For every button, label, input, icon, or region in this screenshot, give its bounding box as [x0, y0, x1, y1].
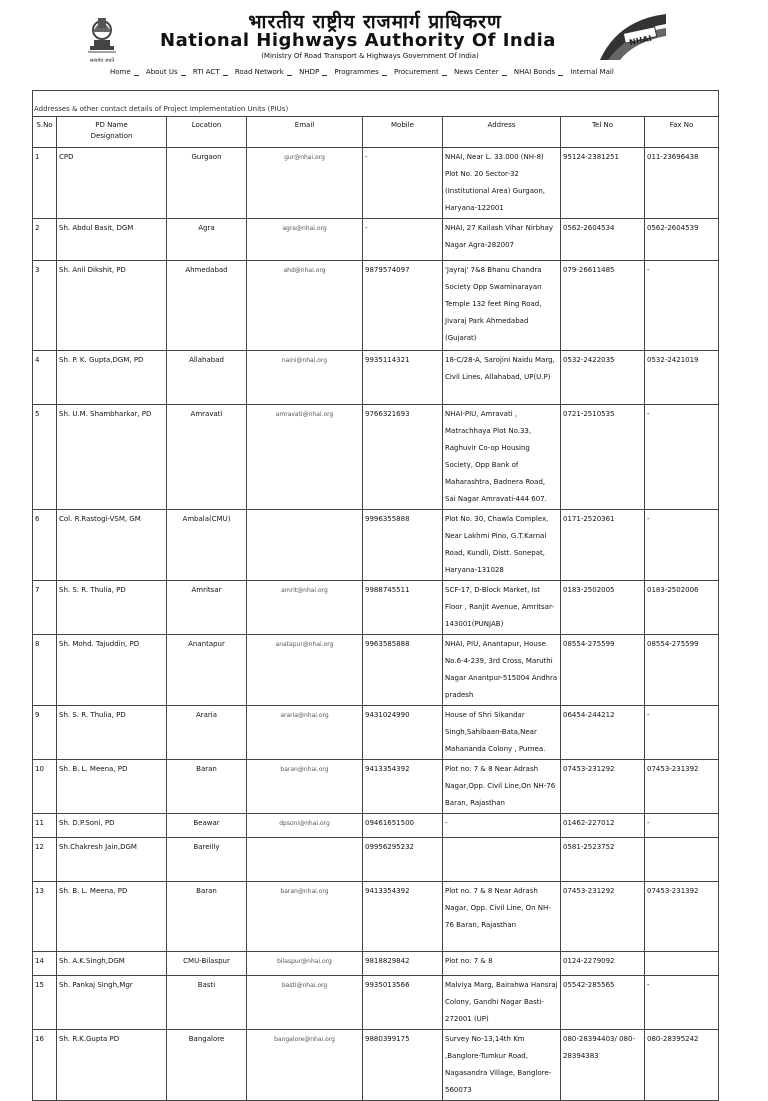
emblem-caption: सत्यमेव जयते — [89, 58, 115, 64]
table-row — [33, 952, 719, 976]
cell-sno: 11 — [33, 814, 57, 838]
cell-email[interactable] — [247, 838, 363, 882]
cell-name: Sh. Abdul Basit, DGM — [57, 219, 167, 261]
cell-email[interactable]: anatapur@nhai.org — [247, 635, 363, 706]
nav-rti-act[interactable]: RTI ACT — [192, 68, 220, 76]
cell-name: CPD — [57, 148, 167, 219]
nhai-logo-icon[interactable] — [598, 10, 668, 66]
table-row — [33, 351, 719, 405]
table-row — [33, 581, 719, 635]
logo-text: NHAI — [628, 33, 653, 48]
cell-mobile: 9413354392 — [363, 882, 443, 952]
table-row — [33, 882, 719, 952]
cell-sno: 15 — [33, 976, 57, 1030]
cell-location: Ahmedabad — [167, 261, 247, 351]
cell-location: Bareilly — [167, 838, 247, 882]
cell-fax: 080-28395242 — [645, 1030, 719, 1101]
cell-sno: 4 — [33, 351, 57, 405]
cell-fax: - — [645, 261, 719, 351]
cell-fax: - — [645, 510, 719, 581]
ministry-subtitle: (Ministry Of Road Transport & Highways Government Of India) — [261, 52, 479, 60]
cell-tel: 95124-2381251 — [561, 148, 645, 219]
cell-mobile: - — [363, 219, 443, 261]
cell-tel: 0171-2520361 — [561, 510, 645, 581]
cell-email[interactable]: ahd@nhai.org — [247, 261, 363, 351]
cell-tel: 06454-244212 — [561, 706, 645, 760]
cell-tel: 0581-2523752 — [561, 838, 645, 882]
nav-home[interactable]: Home — [110, 68, 131, 76]
cell-name: Sh. B. L. Meena, PD — [57, 760, 167, 814]
cell-tel: 0562-2604534 — [561, 219, 645, 261]
table-row — [33, 706, 719, 760]
col-header-tel: Tel No — [561, 117, 645, 148]
cell-name: Sh. A.K.Singh,DGM — [57, 952, 167, 976]
cell-mobile: 9879574097 — [363, 261, 443, 351]
cell-email[interactable]: baran@nhai.org — [247, 760, 363, 814]
cell-mobile: - — [363, 148, 443, 219]
cell-address: Survey No-13,14th Km ,Banglore-Tumkur Road, Nagasandra Village, Banglore-560073 — [443, 1030, 561, 1101]
table-row — [33, 838, 719, 882]
cell-name: Sh. P. K. Gupta,DGM, PD — [57, 351, 167, 405]
cell-email[interactable]: dpsoni@nhai.org — [247, 814, 363, 838]
cell-email[interactable]: basti@nhai.org — [247, 976, 363, 1030]
cell-fax: 0532-2421019 — [645, 351, 719, 405]
cell-location: Amritsar — [167, 581, 247, 635]
cell-sno: 13 — [33, 882, 57, 952]
cell-location: Allahabad — [167, 351, 247, 405]
table-row — [33, 510, 719, 581]
cell-email[interactable]: amrit@nhai.org — [247, 581, 363, 635]
cell-address: House of Shri Sikandar Singh,Sahibaan-Bata,Near Mahananda Colony , Purnea. — [443, 706, 561, 760]
divider — [718, 90, 719, 116]
cell-name: Sh. Pankaj Singh,Mgr — [57, 976, 167, 1030]
cell-mobile: 9935114321 — [363, 351, 443, 405]
table-row — [33, 405, 719, 510]
cell-mobile: 9766321693 — [363, 405, 443, 510]
piu-contacts-table — [32, 116, 719, 1101]
table-row — [33, 976, 719, 1030]
cell-fax: - — [645, 706, 719, 760]
cell-mobile: 9935013566 — [363, 976, 443, 1030]
main-nav — [110, 68, 740, 82]
cell-fax: - — [645, 405, 719, 510]
cell-mobile: 9963585888 — [363, 635, 443, 706]
cell-sno: 8 — [33, 635, 57, 706]
cell-fax: - — [645, 814, 719, 838]
cell-sno: 14 — [33, 952, 57, 976]
cell-tel: 01462-227012 — [561, 814, 645, 838]
cell-name: Sh. S. R. Thulia, PD — [57, 706, 167, 760]
nav-internal-mail[interactable]: Internal Mail — [570, 68, 614, 76]
table-row — [33, 261, 719, 351]
cell-address: Plot no. 7 & 8 Near Adrash Nagar, Opp. Civil Line, On NH-76 Baran, Rajasthan — [443, 882, 561, 952]
cell-address: NHAI, PIU, Anantapur, House No.6-4-239, 3rd Cross, Maruthi Nagar Anantpur-515004 Andhra pradesh — [443, 635, 561, 706]
cell-tel: 08554-275599 — [561, 635, 645, 706]
cell-tel: 0124-2279092 — [561, 952, 645, 976]
cell-fax: 07453-231392 — [645, 760, 719, 814]
nav-procurement[interactable]: Procurement — [394, 68, 439, 76]
cell-sno: 6 — [33, 510, 57, 581]
table-row — [33, 635, 719, 706]
cell-sno: 5 — [33, 405, 57, 510]
cell-name: Sh.Chakresh Jain,DGM — [57, 838, 167, 882]
cell-tel: 05542-285565 — [561, 976, 645, 1030]
cell-location: Basti — [167, 976, 247, 1030]
cell-fax — [645, 952, 719, 976]
cell-email[interactable]: bilaspur@nhai.org — [247, 952, 363, 976]
nav-about-us[interactable]: About Us — [145, 68, 178, 76]
cell-fax: 0183-2502006 — [645, 581, 719, 635]
english-title: National Highways Authority Of India — [160, 30, 556, 51]
cell-address: Malviya Marg, Bairahwa Hansraj Colony, Gandhi Nagar Basti-272001 (UP) — [443, 976, 561, 1030]
cell-address: NHAI, Near L. 33.000 (NH-8) Plot No. 20 Sector-32 (Institutional Area) Gurgaon, Haryana-122001 — [443, 148, 561, 219]
nav-programmes[interactable]: Programmes — [334, 68, 379, 76]
cell-location: Bangalore — [167, 1030, 247, 1101]
col-header-address: Address — [443, 117, 561, 148]
cell-location: CMU-Bilaspur — [167, 952, 247, 976]
cell-location: Beawar — [167, 814, 247, 838]
cell-sno: 2 — [33, 219, 57, 261]
cell-name: Sh. S. R. Thulia, PD — [57, 581, 167, 635]
national-emblem-icon — [80, 10, 124, 58]
cell-name: Col. R.Rastogi-VSM, GM — [57, 510, 167, 581]
cell-sno: 9 — [33, 706, 57, 760]
cell-tel: 080-28394403/ 080-28394383 — [561, 1030, 645, 1101]
cell-sno: 16 — [33, 1030, 57, 1101]
cell-name: Sh. Mohd. Tajuddin, PD — [57, 635, 167, 706]
cell-mobile: 9996355888 — [363, 510, 443, 581]
cell-fax: 0562-2604539 — [645, 219, 719, 261]
cell-tel: 0183-2502005 — [561, 581, 645, 635]
nav-news-center[interactable]: News Center — [453, 68, 499, 76]
cell-email[interactable]: agra@nhai.org — [247, 219, 363, 261]
cell-location: Araria — [167, 706, 247, 760]
cell-email[interactable]: gur@nhai.org — [247, 148, 363, 219]
cell-name: Sh. Anil Dikshit, PD — [57, 261, 167, 351]
cell-tel: 0721-2510535 — [561, 405, 645, 510]
cell-sno: 1 — [33, 148, 57, 219]
cell-mobile: 9880399175 — [363, 1030, 443, 1101]
cell-location: Amravati — [167, 405, 247, 510]
cell-mobile: 09956295232 — [363, 838, 443, 882]
col-header-email: Email — [247, 117, 363, 148]
cell-location: Baran — [167, 760, 247, 814]
cell-email[interactable]: baran@nhai.org — [247, 882, 363, 952]
cell-tel: 07453-231292 — [561, 760, 645, 814]
cell-sno: 7 — [33, 581, 57, 635]
nav-road-network[interactable]: Road Network — [234, 68, 284, 76]
col-header-name: PD Name Designation — [57, 117, 167, 148]
table-caption: Addresses & other contact details of Project Implementation Units (PIUs) — [34, 105, 289, 113]
table-row — [33, 814, 719, 838]
cell-sno: 3 — [33, 261, 57, 351]
hindi-title: भारतीय राष्ट्रीय राजमार्ग प्राधिकरण — [248, 11, 502, 33]
cell-fax: 08554-275599 — [645, 635, 719, 706]
cell-mobile: 9988745511 — [363, 581, 443, 635]
cell-fax: - — [645, 976, 719, 1030]
cell-fax — [645, 838, 719, 882]
cell-tel: 0532-2422035 — [561, 351, 645, 405]
cell-mobile: 09461651500 — [363, 814, 443, 838]
col-header-fax: Fax No — [645, 117, 719, 148]
cell-address: 'Jayraj' 7&8 Bhanu Chandra Society Opp Swaminarayan Temple 132 feet Ring Road, Jivaraj Park Ahmedabad (Gujarat) — [443, 261, 561, 351]
cell-sno: 12 — [33, 838, 57, 882]
cell-location: Baran — [167, 882, 247, 952]
cell-name: Sh. D.P.Soni, PD — [57, 814, 167, 838]
cell-mobile: 9431024990 — [363, 706, 443, 760]
table-header-row — [33, 117, 719, 148]
col-header-mobile: Mobile — [363, 117, 443, 148]
col-header-location: Location — [167, 117, 247, 148]
cell-address: NHAI-PIU, Amravati , Matrachhaya Plot No.33, Raghuvir Co-op Housing Society, Opp Bank of Maharashtra, Badnera Road, Sai Nagar Amravati-444 607. — [443, 405, 561, 510]
cell-address: - — [443, 814, 561, 838]
page-header — [0, 0, 768, 90]
cell-address: 18-C/28-A, Sarojini Naidu Marg, Civil Lines, Allahabad, UP(U.P) — [443, 351, 561, 405]
cell-location: Gurgaon — [167, 148, 247, 219]
cell-address — [443, 838, 561, 882]
cell-email[interactable] — [247, 510, 363, 581]
cell-mobile: 9413354392 — [363, 760, 443, 814]
table-row — [33, 219, 719, 261]
cell-name: Sh. U.M. Shambharkar, PD — [57, 405, 167, 510]
cell-fax: 07453-231392 — [645, 882, 719, 952]
cell-location: Agra — [167, 219, 247, 261]
cell-email[interactable]: naini@nhai.org — [247, 351, 363, 405]
cell-name: Sh. B. L. Meena, PD — [57, 882, 167, 952]
table-row — [33, 760, 719, 814]
cell-name: Sh. R.K.Gupta PD — [57, 1030, 167, 1101]
cell-fax: 011-23696438 — [645, 148, 719, 219]
divider — [32, 90, 33, 116]
cell-mobile: 9818829842 — [363, 952, 443, 976]
col-header-sno: S.No — [33, 117, 57, 148]
nav-nhai-bonds[interactable]: NHAI Bonds — [513, 68, 556, 76]
cell-tel: 079-26611485 — [561, 261, 645, 351]
cell-address: Plot No. 30, Chawla Complex, Near Lakhmi Pino, G.T.Karnal Road, Kundli, Distt. Sonepat, Haryana-131028 — [443, 510, 561, 581]
cell-email[interactable]: amravati@nhai.org — [247, 405, 363, 510]
table-row — [33, 148, 719, 219]
cell-email[interactable]: araria@nhai.org — [247, 706, 363, 760]
cell-tel: 07453-231292 — [561, 882, 645, 952]
cell-location: Anantapur — [167, 635, 247, 706]
cell-address: SCF-17, D-Block Market, Ist Floor , Ranjit Avenue, Amritsar-143001(PUNJAB) — [443, 581, 561, 635]
cell-email[interactable]: bangalore@nhai.org — [247, 1030, 363, 1101]
cell-location: Ambala(CMU) — [167, 510, 247, 581]
table-row — [33, 1030, 719, 1101]
cell-address: Plot no: 7 & 8 Near Adrash Nagar,Opp. Civil Line,On NH-76 Baran, Rajasthan — [443, 760, 561, 814]
cell-address: Plot no: 7 & 8 — [443, 952, 561, 976]
nav-nhdp[interactable]: NHDP — [299, 68, 320, 76]
divider — [32, 90, 719, 91]
cell-address: NHAI, 27 Kailash Vihar Nirbhay Nagar Agra-282007 — [443, 219, 561, 261]
cell-sno: 10 — [33, 760, 57, 814]
